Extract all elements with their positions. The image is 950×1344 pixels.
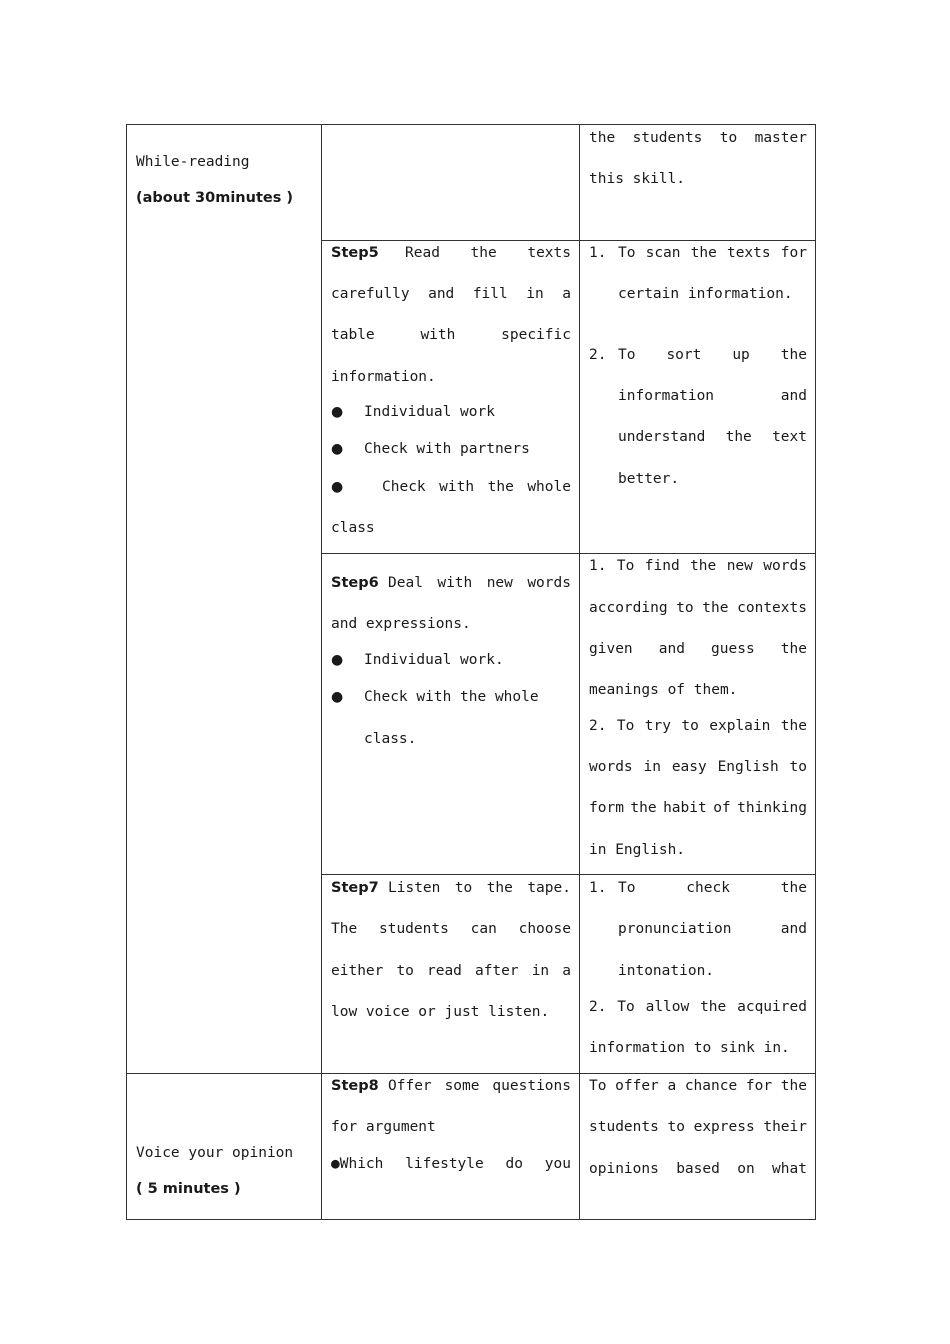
word: students	[589, 1119, 659, 1135]
word: chance	[684, 1078, 738, 1094]
word: table	[331, 327, 375, 343]
word: in	[526, 286, 544, 302]
word: up	[732, 347, 750, 363]
word: a	[562, 286, 571, 302]
word: the	[470, 245, 497, 261]
purpose-line	[589, 800, 807, 816]
purpose-line: certain information.	[618, 286, 793, 302]
purpose-line	[618, 347, 807, 363]
word: the	[487, 479, 514, 495]
word: given	[589, 641, 633, 657]
stage-name: Voice your opinion	[136, 1145, 294, 1161]
word: their	[763, 1119, 807, 1135]
purpose-line	[589, 999, 807, 1015]
activity-line	[331, 963, 571, 979]
word: Read	[405, 245, 440, 261]
activity-line	[331, 286, 571, 302]
word: to	[719, 130, 738, 146]
activity-bullet: Individual work	[364, 404, 495, 420]
word: guess	[711, 641, 755, 657]
word: tape.	[527, 880, 571, 896]
word: some	[444, 1078, 480, 1094]
purpose-line	[589, 641, 807, 657]
word: on	[737, 1161, 755, 1177]
word: To	[618, 880, 636, 896]
activity-bullet: Individual work.	[364, 652, 504, 668]
word: To	[618, 245, 636, 261]
activity-line	[388, 1078, 571, 1094]
word: according	[589, 600, 668, 616]
word: texts	[726, 245, 771, 261]
step-label: Step8	[331, 1078, 379, 1094]
bullet-icon: ●	[331, 689, 344, 705]
word: information	[618, 388, 715, 404]
word: The	[331, 921, 358, 937]
word: specific	[501, 327, 571, 343]
word: thinking	[737, 800, 807, 816]
word: you	[544, 1156, 571, 1172]
purpose-line: intonation.	[618, 963, 715, 979]
word: the	[780, 641, 807, 657]
word: fill	[472, 286, 508, 302]
word: try	[644, 718, 671, 734]
word: express	[693, 1119, 755, 1135]
word: opinions	[589, 1161, 659, 1177]
stage-time: (about 30minutes )	[136, 190, 294, 206]
word: To	[589, 1078, 607, 1094]
word: students	[378, 921, 449, 937]
activity-cell-step6	[321, 553, 580, 875]
purpose-line	[589, 1078, 807, 1094]
word: based	[676, 1161, 720, 1177]
activity-bullet: Check with the whole	[364, 689, 539, 705]
purpose-line	[589, 1119, 807, 1135]
purpose-number: 1.	[589, 880, 607, 896]
word: a	[562, 963, 571, 979]
purpose-line	[618, 880, 807, 896]
activity-line: low voice or just listen.	[331, 1004, 550, 1020]
purpose-number: 2.	[589, 347, 607, 363]
word: do	[505, 1156, 523, 1172]
word: for	[745, 1078, 773, 1094]
word: 2.	[589, 999, 607, 1015]
word: contexts	[737, 600, 807, 616]
activity-line	[331, 921, 571, 937]
word: and	[780, 921, 807, 937]
word: of	[713, 800, 731, 816]
word: the	[690, 245, 717, 261]
bullet-icon: ●	[331, 404, 344, 420]
activity-line: for argument	[331, 1119, 436, 1135]
activity-line	[388, 575, 571, 591]
word: offer	[615, 1078, 659, 1094]
purpose-line	[589, 130, 807, 146]
word: to	[789, 759, 807, 775]
word: find	[644, 558, 680, 574]
stage-time: ( 5 minutes )	[136, 1181, 241, 1197]
purpose-line	[589, 718, 807, 734]
word: to	[454, 880, 473, 896]
purpose-line: meanings of them.	[589, 682, 738, 698]
word: read	[426, 963, 462, 979]
word: to	[681, 718, 699, 734]
word: with	[420, 327, 456, 343]
word: text	[772, 429, 807, 445]
word: and	[658, 641, 685, 657]
purpose-line: information to sink in.	[589, 1040, 790, 1056]
word: check	[686, 880, 730, 896]
purpose-line	[589, 600, 807, 616]
word: whole	[527, 479, 571, 495]
step-label: Step6	[331, 575, 379, 591]
activity-cell-step8	[321, 1073, 580, 1220]
word: and	[428, 286, 455, 302]
word: the	[780, 347, 807, 363]
word: students	[632, 130, 703, 146]
word: To	[617, 999, 635, 1015]
word: the	[700, 999, 727, 1015]
word: To	[618, 347, 636, 363]
word: the	[589, 130, 616, 146]
word: explain	[709, 718, 771, 734]
purpose-line	[618, 388, 807, 404]
word: scan	[645, 245, 681, 261]
word: carefully	[331, 286, 410, 302]
word: questions	[492, 1078, 571, 1094]
word: words	[527, 575, 571, 591]
word: in	[531, 963, 550, 979]
word: English	[717, 759, 779, 775]
activity-line	[388, 880, 571, 896]
word: Check	[382, 479, 426, 495]
step-label: Step5	[331, 245, 379, 261]
purpose-line	[618, 921, 807, 937]
stage-name: While-reading	[136, 154, 250, 170]
word: texts	[527, 245, 571, 261]
bullet-icon: ●	[331, 479, 344, 495]
word: and	[780, 388, 807, 404]
word: what	[772, 1161, 807, 1177]
stage-cell-while-reading	[126, 124, 322, 1074]
word: Listen	[388, 880, 441, 896]
word: 1.	[589, 558, 607, 574]
word: allow	[645, 999, 690, 1015]
purpose-number: 1.	[589, 245, 607, 261]
purpose-line: in English.	[589, 842, 686, 858]
word: words	[763, 558, 807, 574]
activity-line	[405, 245, 571, 261]
activity-line	[331, 1156, 571, 1172]
word: Deal	[388, 575, 423, 591]
bullet-icon: ●	[331, 652, 344, 668]
activity-line: and expressions.	[331, 616, 471, 632]
purpose-line	[618, 429, 807, 445]
word: new	[726, 558, 753, 574]
word: sort	[666, 347, 702, 363]
activity-line: class.	[364, 731, 417, 747]
word: 2.	[589, 718, 607, 734]
activity-cell-row0	[321, 124, 580, 241]
word: the	[780, 718, 807, 734]
word: the	[780, 1078, 807, 1094]
word: the	[702, 600, 729, 616]
word: a	[667, 1078, 677, 1094]
word: the	[690, 558, 717, 574]
word: ●Which	[331, 1156, 384, 1172]
purpose-line	[589, 759, 807, 775]
word: habit	[663, 800, 707, 816]
word: either	[331, 963, 384, 979]
word: in	[643, 759, 661, 775]
word: to	[396, 963, 414, 979]
word: To	[616, 558, 635, 574]
word: with	[437, 575, 473, 591]
word: lifestyle	[405, 1156, 484, 1172]
word: after	[474, 963, 519, 979]
activity-line: class	[331, 520, 375, 536]
word: acquired	[737, 999, 807, 1015]
purpose-cell-step8	[579, 1073, 816, 1220]
bullet-icon: ●	[331, 441, 344, 457]
word: To	[616, 718, 635, 734]
word: choose	[518, 921, 571, 937]
activity-bullet	[382, 479, 571, 495]
word: for	[780, 245, 807, 261]
activity-bullet: Check with partners	[364, 441, 530, 457]
word: words	[589, 759, 633, 775]
activity-line	[331, 327, 571, 343]
word: to	[676, 600, 694, 616]
word: new	[486, 575, 513, 591]
word: Offer	[388, 1078, 432, 1094]
word: the	[780, 880, 807, 896]
word: form	[589, 800, 624, 816]
activity-line: information.	[331, 369, 436, 385]
word: to	[667, 1119, 685, 1135]
word: can	[470, 921, 497, 937]
purpose-line: better.	[618, 471, 680, 487]
word: understand	[618, 429, 706, 445]
word: pronunciation	[618, 921, 732, 937]
word: the	[630, 800, 657, 816]
purpose-line	[589, 558, 807, 574]
word: easy	[671, 759, 707, 775]
purpose-line: this skill.	[589, 171, 686, 187]
purpose-line	[589, 1161, 807, 1177]
word: the	[486, 880, 513, 896]
word: with	[439, 479, 475, 495]
step-label: Step7	[331, 880, 379, 896]
word: the	[725, 429, 752, 445]
purpose-line	[618, 245, 807, 261]
word: master	[754, 130, 807, 146]
